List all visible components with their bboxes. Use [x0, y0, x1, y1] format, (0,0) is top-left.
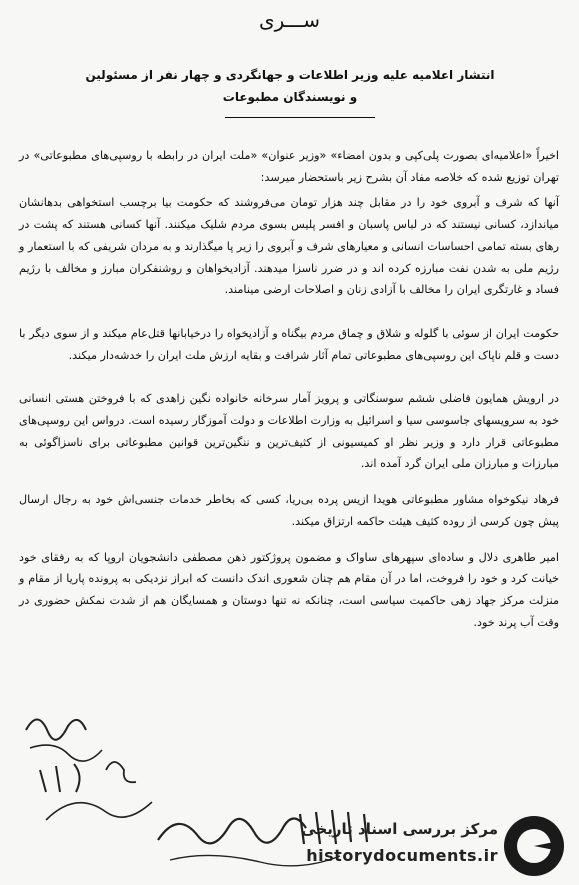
paragraph-6: امیر طاهری دلال و ساده‌ای سپهرهای ساواک و مضمون پروژکتور ذهن مصطفی دانشجویان اروپا که به رفقای خود خیانت کرد و خود را فروخت، اما در آن مقام هم چنان شعوری اندک دانست که ابراز نزدیکی به پرونده پاریا از مقام و منزلت مرکز جهاد زهی حاکمیت سیاسی است، چنانکه نه تنها دوستان و همسایگان هم از شدت نمکش حضوری در وقت آب پرند خود. [19, 550, 559, 629]
title-line-2: و نویسندگان مطبوعات [222, 90, 358, 104]
title-underline [225, 117, 375, 118]
paragraph-2: آنها که شرف و آبروی خود را در مقابل چند هزار تومان می‌فروشند که حکومت بیا برچسب استخواهی بدهانشان میاندازد، کسانی نیستند که در لباس پاسبان و افسر پلیس بسوی مردم شلیک میکنند. آنها کسانی هستند که پشت در رهای بسته تمامی احساسات انسانی و معیارهای شرف و آبروی را زیر پا میگذارند و به مردان شریفی که با استعمار و رژیم ملی به شدن نفت مبارزه کرده اند و در ضرر ناسزا میدهند. آزادیخواهان و روشنفکران مبارز و مخالف با رژیم فساد و غارتگری ایران را مخالف با آزادی زنان و اصلاحات ارضی مینامند. [19, 196, 559, 297]
document-body [19, 145, 559, 633]
handwritten-marginalia [16, 700, 166, 860]
paragraph-3: حکومت ایران از سوئی با گلوله و شلاق و چماق مردم بیگناه و آزادیخواه را درخیابانها قتل‌عام میکند و از سوی دیگر با دست و قلم ناپاک این روسپی‌های مطبوعاتی تمام آثار شرافت و بقایه ارزش ملت ایران را خدشه‌دار میکند. [19, 326, 559, 362]
watermark-text-en: historydocuments.ir [306, 846, 498, 865]
paragraph-5: فرهاد نیکوخواه مشاور مطبوعاتی هویدا ازیس پرده بی‌ریا، کسی که بخاطر خدمات جنسی‌اش خود به رجال ارسال پیش چون کرسی از روده کثیف هیئت حاکمه ارتزاق میکند. [19, 493, 559, 528]
archive-logo-icon [504, 816, 564, 876]
archive-watermark [294, 816, 564, 878]
watermark-text-fa: مرکز بررسی اسناد تاریخی [301, 820, 498, 838]
classification-header: ســـری [258, 8, 321, 32]
paragraph-4: در ارویش همایون فاضلی ششم سوسنگاتی و پرویز آمار سرخانه خانواده نگین زاهدی که با فروختن هستی انسانی خود به سرویسهای جاسوسی سیا و اسرائیل به وزارت اطلاعات و دولت آموزگار رسیده است. درواس این روسپی‌های مطبوعاتی قرار دارد و وزیر نظر او کمیسیونی از کثیف‌ترین و ننگین‌ترین قوانین مطبوعاتی برای ناسزاگوئی به مبارزات و مبارزان ملی ایران گرد آمده اند. [19, 392, 559, 471]
document-title [70, 64, 510, 108]
title-line-1: انتشار اعلامیه علیه وزیر اطلاعات و جهانگردی و چهار نفر از مسئولین [85, 68, 495, 82]
paragraph-intro: اخیراً «اعلامیه‌ای بصورت پلی‌کپی و بدون امضاء» «وزیر عنوان» «ملت ایران در رابطه با روسپی‌های مطبوعاتی» در تهران توزیع شده که خلاصه مفاد آن بشرح زیر باستحضار میرسد: [19, 149, 559, 184]
